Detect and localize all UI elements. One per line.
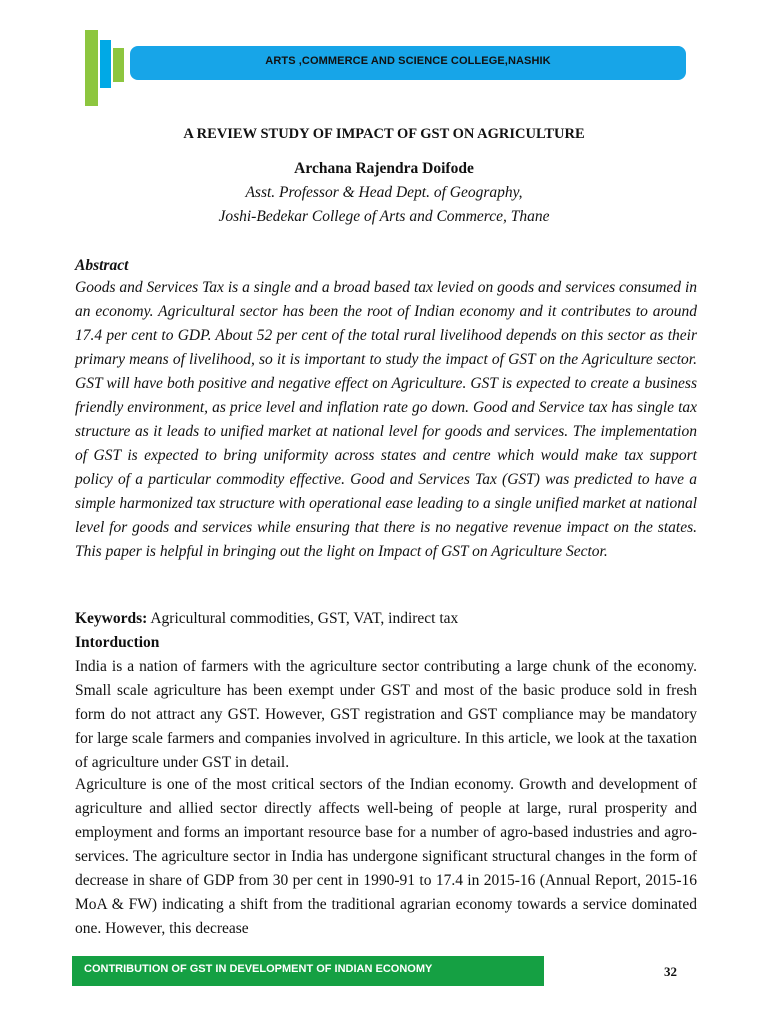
page-number: 32 bbox=[664, 964, 677, 979]
decorative-green-bar-short bbox=[113, 48, 124, 82]
abstract-heading: Abstract bbox=[75, 257, 129, 274]
introduction-paragraph-1: India is a nation of farmers with the agriculture sector contributing a large chunk of the economy. Small scale agriculture has been exempt under GST and most of the basic produce sold in fresh form do not attract any GST. However, GST registration and GST compliance may be mandatory for large scale farmers and companies involved in agriculture. In this article, we look at the taxation of agriculture under GST in detail. bbox=[75, 658, 697, 771]
decorative-green-bar-tall bbox=[85, 30, 98, 106]
introduction-paragraph-2: Agriculture is one of the most critical sectors of the Indian economy. Growth and development of agriculture and allied sector directly affects well-being of people at large, rural prosperity and employment and forms an important resource base for a number of agro-based industries and agro-services. The agriculture sector in India has undergone significant structural changes in the form of decrease in share of GDP from 30 per cent in 1990-91 to 17.4 in 2015-16 (Annual Report, 2015-16 MoA & FW) indicating a shift from the traditional agrarian economy towards a service dominated one. However, this decrease bbox=[75, 776, 697, 937]
keywords-label: Keywords: bbox=[75, 610, 148, 627]
header-banner: ARTS ,COMMERCE AND SCIENCE COLLEGE,NASHIK bbox=[130, 46, 686, 80]
abstract-text: Goods and Services Tax is a single and a broad based tax levied on goods and services consumed in an economy. Agricultural sector has been the root of Indian economy and it contributes to around 17.4 per cent to GDP. About 52 per cent of the total rural livelihood depends on this sector as their primary means of livelihood, so it is important to study the impact of GST on the Agriculture sector. GST will have both positive and negative effect on Agriculture. GST is expected to create a business friendly environment, as price level and inflation rate go down. Good and Service tax has single tax structure as it leads to unified market at national level for goods and services. The implementation of GST is expected to bring uniformity across states and centre which would make tax support policy of a particular commodity effective. Good and Services Tax (GST) was predicted to have a simple harmonized tax structure with operational ease leading to a single unified market at national level for goods and services while ensuring that there is no negative revenue impact on the states. This paper is helpful in bringing out the light on Impact of GST on Agriculture Sector. bbox=[75, 279, 697, 560]
introduction-heading: Intorduction bbox=[75, 634, 160, 651]
article-title: A REVIEW STUDY OF IMPACT OF GST ON AGRICULTURE bbox=[183, 126, 585, 142]
footer-banner: CONTRIBUTION OF GST IN DEVELOPMENT OF INDIAN ECONOMY bbox=[72, 956, 544, 986]
author-affiliation-line2: Joshi-Bedekar College of Arts and Commerce, Thane bbox=[218, 208, 550, 225]
author-affiliation-line1: Asst. Professor & Head Dept. of Geography, bbox=[245, 184, 523, 201]
keywords-line bbox=[75, 607, 697, 631]
keywords-text: Agricultural commodities, GST, VAT, indirect tax bbox=[147, 610, 459, 627]
author-name: Archana Rajendra Doifode bbox=[294, 160, 474, 177]
decorative-blue-bar bbox=[100, 40, 111, 88]
